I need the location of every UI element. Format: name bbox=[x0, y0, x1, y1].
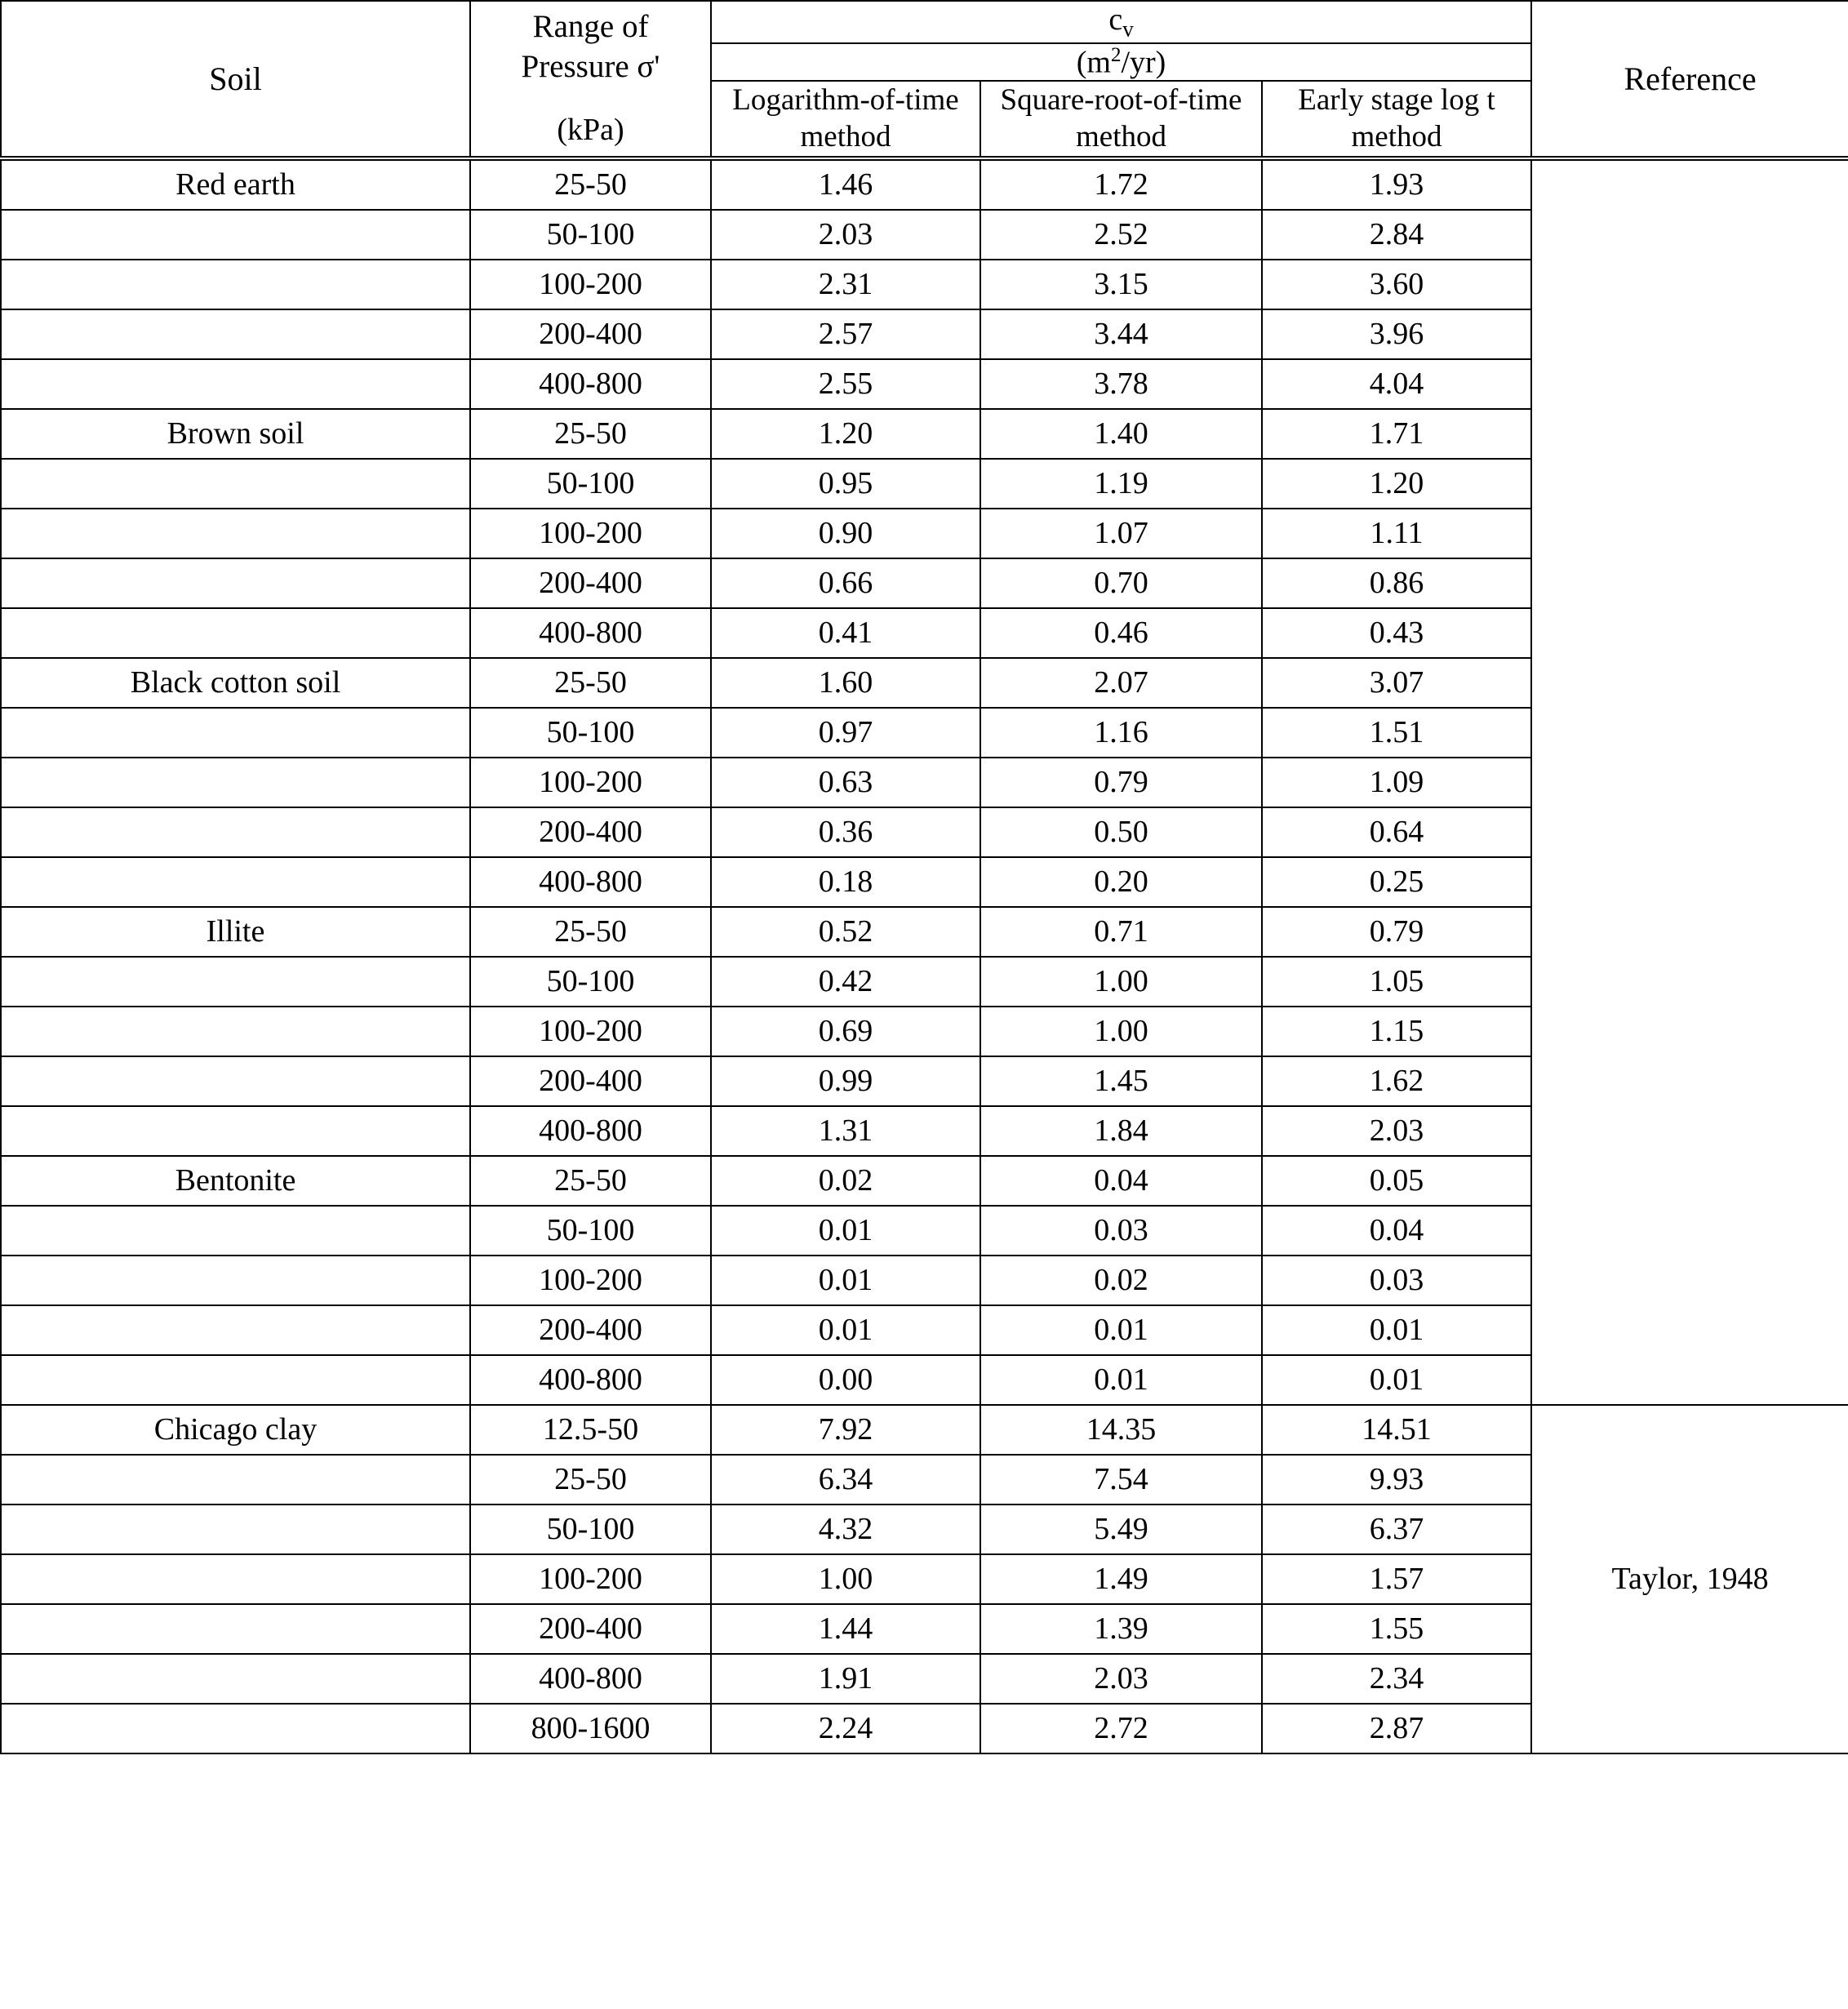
column-header-cv-units bbox=[711, 43, 1531, 82]
cell-cv-log-method: 0.69 bbox=[711, 1007, 980, 1056]
cell-cv-early-method: 2.34 bbox=[1262, 1654, 1531, 1704]
cell-cv-sqrt-method: 1.45 bbox=[980, 1056, 1262, 1106]
cell-cv-log-method: 0.90 bbox=[711, 509, 980, 558]
cell-pressure-range: 200-400 bbox=[470, 807, 711, 857]
cell-cv-log-method: 0.18 bbox=[711, 857, 980, 907]
cell-cv-early-method: 0.86 bbox=[1262, 558, 1531, 608]
cell-cv-sqrt-method: 1.16 bbox=[980, 708, 1262, 758]
cell-soil bbox=[1, 857, 470, 907]
cell-soil bbox=[1, 708, 470, 758]
cell-cv-early-method: 1.71 bbox=[1262, 409, 1531, 459]
column-header-soil: Soil bbox=[1, 1, 470, 158]
cell-soil bbox=[1, 1604, 470, 1654]
cell-soil bbox=[1, 210, 470, 260]
cell-cv-early-method: 9.93 bbox=[1262, 1455, 1531, 1505]
cell-cv-sqrt-method: 1.39 bbox=[980, 1604, 1262, 1654]
cell-cv-sqrt-method: 0.01 bbox=[980, 1305, 1262, 1355]
cell-soil bbox=[1, 509, 470, 558]
cell-cv-sqrt-method: 1.84 bbox=[980, 1106, 1262, 1156]
cell-pressure-range: 200-400 bbox=[470, 558, 711, 608]
cell-soil bbox=[1, 1106, 470, 1156]
cell-cv-sqrt-method: 2.52 bbox=[980, 210, 1262, 260]
cell-cv-log-method: 1.91 bbox=[711, 1654, 980, 1704]
cell-pressure-range: 400-800 bbox=[470, 857, 711, 907]
cv-symbol: c bbox=[1108, 2, 1123, 37]
cell-cv-sqrt-method: 1.00 bbox=[980, 1007, 1262, 1056]
cell-cv-sqrt-method: 0.46 bbox=[980, 608, 1262, 658]
cell-cv-early-method: 2.84 bbox=[1262, 210, 1531, 260]
cell-cv-sqrt-method: 0.04 bbox=[980, 1156, 1262, 1206]
cell-cv-sqrt-method: 0.20 bbox=[980, 857, 1262, 907]
cell-cv-early-method: 4.04 bbox=[1262, 359, 1531, 409]
column-header-reference: Reference bbox=[1531, 1, 1848, 158]
cell-cv-sqrt-method: 1.40 bbox=[980, 409, 1262, 459]
cell-cv-log-method: 2.03 bbox=[711, 210, 980, 260]
cell-cv-log-method: 2.55 bbox=[711, 359, 980, 409]
cell-cv-early-method: 6.37 bbox=[1262, 1505, 1531, 1554]
table-row bbox=[1, 1405, 1848, 1455]
cell-pressure-range: 400-800 bbox=[470, 608, 711, 658]
cell-cv-sqrt-method: 0.71 bbox=[980, 907, 1262, 957]
cell-pressure-range: 50-100 bbox=[470, 459, 711, 509]
cell-cv-log-method: 0.42 bbox=[711, 957, 980, 1007]
pressure-header-line2: Pressure σ' bbox=[521, 48, 660, 84]
cell-soil bbox=[1, 1654, 470, 1704]
cv-subscript: v bbox=[1122, 16, 1134, 42]
cell-pressure-range: 200-400 bbox=[470, 1305, 711, 1355]
cell-cv-log-method: 1.31 bbox=[711, 1106, 980, 1156]
cell-cv-early-method: 0.01 bbox=[1262, 1305, 1531, 1355]
cell-pressure-range: 100-200 bbox=[470, 1007, 711, 1056]
cell-cv-log-method: 0.01 bbox=[711, 1256, 980, 1305]
cell-cv-early-method: 14.51 bbox=[1262, 1405, 1531, 1455]
cell-pressure-range: 100-200 bbox=[470, 260, 711, 309]
cell-soil bbox=[1, 1505, 470, 1554]
column-header-sqrt-time-method: Square-root-of-time method bbox=[980, 81, 1262, 158]
cell-cv-early-method: 1.57 bbox=[1262, 1554, 1531, 1604]
cell-soil bbox=[1, 309, 470, 359]
pressure-header-units: (kPa) bbox=[557, 113, 624, 148]
cell-pressure-range: 100-200 bbox=[470, 1554, 711, 1604]
cell-cv-early-method: 0.04 bbox=[1262, 1206, 1531, 1256]
column-header-pressure-range bbox=[470, 1, 711, 158]
cell-cv-early-method: 1.55 bbox=[1262, 1604, 1531, 1654]
cell-cv-early-method: 1.20 bbox=[1262, 459, 1531, 509]
table-body bbox=[1, 158, 1848, 1753]
cell-cv-log-method: 0.63 bbox=[711, 758, 980, 807]
cell-soil bbox=[1, 807, 470, 857]
cell-cv-log-method: 0.02 bbox=[711, 1156, 980, 1206]
cell-pressure-range: 400-800 bbox=[470, 1106, 711, 1156]
cell-soil bbox=[1, 459, 470, 509]
cell-cv-early-method: 3.96 bbox=[1262, 309, 1531, 359]
cell-soil bbox=[1, 608, 470, 658]
cell-pressure-range: 50-100 bbox=[470, 708, 711, 758]
cell-pressure-range: 25-50 bbox=[470, 907, 711, 957]
cell-cv-sqrt-method: 1.72 bbox=[980, 158, 1262, 210]
cell-pressure-range: 25-50 bbox=[470, 1156, 711, 1206]
cell-soil: Black cotton soil bbox=[1, 658, 470, 708]
cell-pressure-range: 25-50 bbox=[470, 658, 711, 708]
cell-cv-sqrt-method: 0.01 bbox=[980, 1355, 1262, 1405]
cell-cv-early-method: 3.07 bbox=[1262, 658, 1531, 708]
cv-units-exponent: 2 bbox=[1110, 43, 1122, 66]
cell-pressure-range: 400-800 bbox=[470, 359, 711, 409]
table-header bbox=[1, 1, 1848, 158]
cell-cv-early-method: 0.03 bbox=[1262, 1256, 1531, 1305]
cell-cv-early-method: 1.62 bbox=[1262, 1056, 1531, 1106]
cell-cv-log-method: 0.01 bbox=[711, 1206, 980, 1256]
cell-pressure-range: 100-200 bbox=[470, 1256, 711, 1305]
cell-cv-log-method: 0.95 bbox=[711, 459, 980, 509]
cell-pressure-range: 50-100 bbox=[470, 957, 711, 1007]
cell-cv-sqrt-method: 1.07 bbox=[980, 509, 1262, 558]
cell-soil bbox=[1, 1455, 470, 1505]
cell-pressure-range: 100-200 bbox=[470, 509, 711, 558]
cell-cv-early-method: 0.64 bbox=[1262, 807, 1531, 857]
cell-cv-sqrt-method: 2.07 bbox=[980, 658, 1262, 708]
cell-cv-log-method: 1.44 bbox=[711, 1604, 980, 1654]
cell-soil bbox=[1, 957, 470, 1007]
cell-cv-sqrt-method: 3.44 bbox=[980, 309, 1262, 359]
cell-cv-sqrt-method: 2.72 bbox=[980, 1704, 1262, 1753]
cv-units-suffix: /yr) bbox=[1121, 45, 1166, 80]
cell-soil bbox=[1, 558, 470, 608]
cell-cv-log-method: 1.00 bbox=[711, 1554, 980, 1604]
cell-soil bbox=[1, 758, 470, 807]
cell-soil: Chicago clay bbox=[1, 1405, 470, 1455]
cell-cv-early-method: 1.51 bbox=[1262, 708, 1531, 758]
cell-cv-sqrt-method: 5.49 bbox=[980, 1505, 1262, 1554]
cell-soil bbox=[1, 1305, 470, 1355]
cell-cv-early-method: 0.25 bbox=[1262, 857, 1531, 907]
cell-soil: Red earth bbox=[1, 158, 470, 210]
cell-soil: Illite bbox=[1, 907, 470, 957]
pressure-header-line1: Range of bbox=[532, 8, 649, 44]
cell-soil bbox=[1, 1206, 470, 1256]
cell-cv-early-method: 1.05 bbox=[1262, 957, 1531, 1007]
cell-soil bbox=[1, 1704, 470, 1753]
cell-cv-early-method: 0.43 bbox=[1262, 608, 1531, 658]
cell-cv-log-method: 1.20 bbox=[711, 409, 980, 459]
cell-cv-sqrt-method: 3.15 bbox=[980, 260, 1262, 309]
cell-cv-log-method: 0.66 bbox=[711, 558, 980, 608]
cell-cv-log-method: 4.32 bbox=[711, 1505, 980, 1554]
cell-pressure-range: 50-100 bbox=[470, 1206, 711, 1256]
cell-pressure-range: 25-50 bbox=[470, 158, 711, 210]
cell-cv-log-method: 6.34 bbox=[711, 1455, 980, 1505]
cell-pressure-range: 25-50 bbox=[470, 1455, 711, 1505]
cell-cv-sqrt-method: 1.49 bbox=[980, 1554, 1262, 1604]
cell-pressure-range: 100-200 bbox=[470, 758, 711, 807]
column-header-cv bbox=[711, 1, 1531, 43]
cell-cv-log-method: 0.01 bbox=[711, 1305, 980, 1355]
cell-cv-early-method: 2.87 bbox=[1262, 1704, 1531, 1753]
cell-pressure-range: 200-400 bbox=[470, 1056, 711, 1106]
cell-cv-sqrt-method: 14.35 bbox=[980, 1405, 1262, 1455]
cell-cv-log-method: 2.24 bbox=[711, 1704, 980, 1753]
cell-cv-log-method: 0.00 bbox=[711, 1355, 980, 1405]
cell-reference: Taylor, 1948 bbox=[1531, 1405, 1848, 1753]
cell-pressure-range: 800-1600 bbox=[470, 1704, 711, 1753]
cell-pressure-range: 400-800 bbox=[470, 1355, 711, 1405]
cell-cv-early-method: 0.79 bbox=[1262, 907, 1531, 957]
cell-soil bbox=[1, 1554, 470, 1604]
cell-cv-early-method: 3.60 bbox=[1262, 260, 1531, 309]
cell-cv-early-method: 0.05 bbox=[1262, 1156, 1531, 1206]
cell-cv-log-method: 1.60 bbox=[711, 658, 980, 708]
cell-soil: Brown soil bbox=[1, 409, 470, 459]
cell-cv-early-method: 1.09 bbox=[1262, 758, 1531, 807]
cell-soil bbox=[1, 1056, 470, 1106]
cell-cv-early-method: 2.03 bbox=[1262, 1106, 1531, 1156]
cell-cv-sqrt-method: 7.54 bbox=[980, 1455, 1262, 1505]
cell-cv-sqrt-method: 1.00 bbox=[980, 957, 1262, 1007]
cell-soil bbox=[1, 1007, 470, 1056]
cell-cv-sqrt-method: 2.03 bbox=[980, 1654, 1262, 1704]
cell-cv-log-method: 2.31 bbox=[711, 260, 980, 309]
cell-cv-sqrt-method: 0.02 bbox=[980, 1256, 1262, 1305]
cell-soil: Bentonite bbox=[1, 1156, 470, 1206]
cell-cv-sqrt-method: 0.70 bbox=[980, 558, 1262, 608]
cell-cv-sqrt-method: 0.79 bbox=[980, 758, 1262, 807]
cell-cv-log-method: 0.52 bbox=[711, 907, 980, 957]
cell-cv-sqrt-method: 3.78 bbox=[980, 359, 1262, 409]
cell-reference bbox=[1531, 158, 1848, 1405]
cell-cv-log-method: 2.57 bbox=[711, 309, 980, 359]
cell-pressure-range: 25-50 bbox=[470, 409, 711, 459]
header-row-1 bbox=[1, 1, 1848, 43]
cell-cv-log-method: 0.97 bbox=[711, 708, 980, 758]
cell-pressure-range: 400-800 bbox=[470, 1654, 711, 1704]
cell-pressure-range: 50-100 bbox=[470, 1505, 711, 1554]
cell-cv-early-method: 1.11 bbox=[1262, 509, 1531, 558]
cell-soil bbox=[1, 1256, 470, 1305]
cell-soil bbox=[1, 1355, 470, 1405]
cell-soil bbox=[1, 359, 470, 409]
cell-pressure-range: 12.5-50 bbox=[470, 1405, 711, 1455]
cell-cv-log-method: 0.36 bbox=[711, 807, 980, 857]
column-header-early-stage-method: Early stage log t method bbox=[1262, 81, 1531, 158]
cell-pressure-range: 200-400 bbox=[470, 309, 711, 359]
cell-soil bbox=[1, 260, 470, 309]
cell-cv-sqrt-method: 0.03 bbox=[980, 1206, 1262, 1256]
column-header-log-time-method: Logarithm-of-time method bbox=[711, 81, 980, 158]
cell-cv-early-method: 1.15 bbox=[1262, 1007, 1531, 1056]
cell-cv-log-method: 1.46 bbox=[711, 158, 980, 210]
cell-cv-log-method: 7.92 bbox=[711, 1405, 980, 1455]
cell-cv-log-method: 0.99 bbox=[711, 1056, 980, 1106]
table-row bbox=[1, 158, 1848, 210]
cell-cv-early-method: 0.01 bbox=[1262, 1355, 1531, 1405]
cell-pressure-range: 50-100 bbox=[470, 210, 711, 260]
cv-units-prefix: (m bbox=[1076, 45, 1111, 80]
cell-cv-sqrt-method: 0.50 bbox=[980, 807, 1262, 857]
cell-cv-early-method: 1.93 bbox=[1262, 158, 1531, 210]
cell-cv-log-method: 0.41 bbox=[711, 608, 980, 658]
cell-cv-sqrt-method: 1.19 bbox=[980, 459, 1262, 509]
cell-pressure-range: 200-400 bbox=[470, 1604, 711, 1654]
